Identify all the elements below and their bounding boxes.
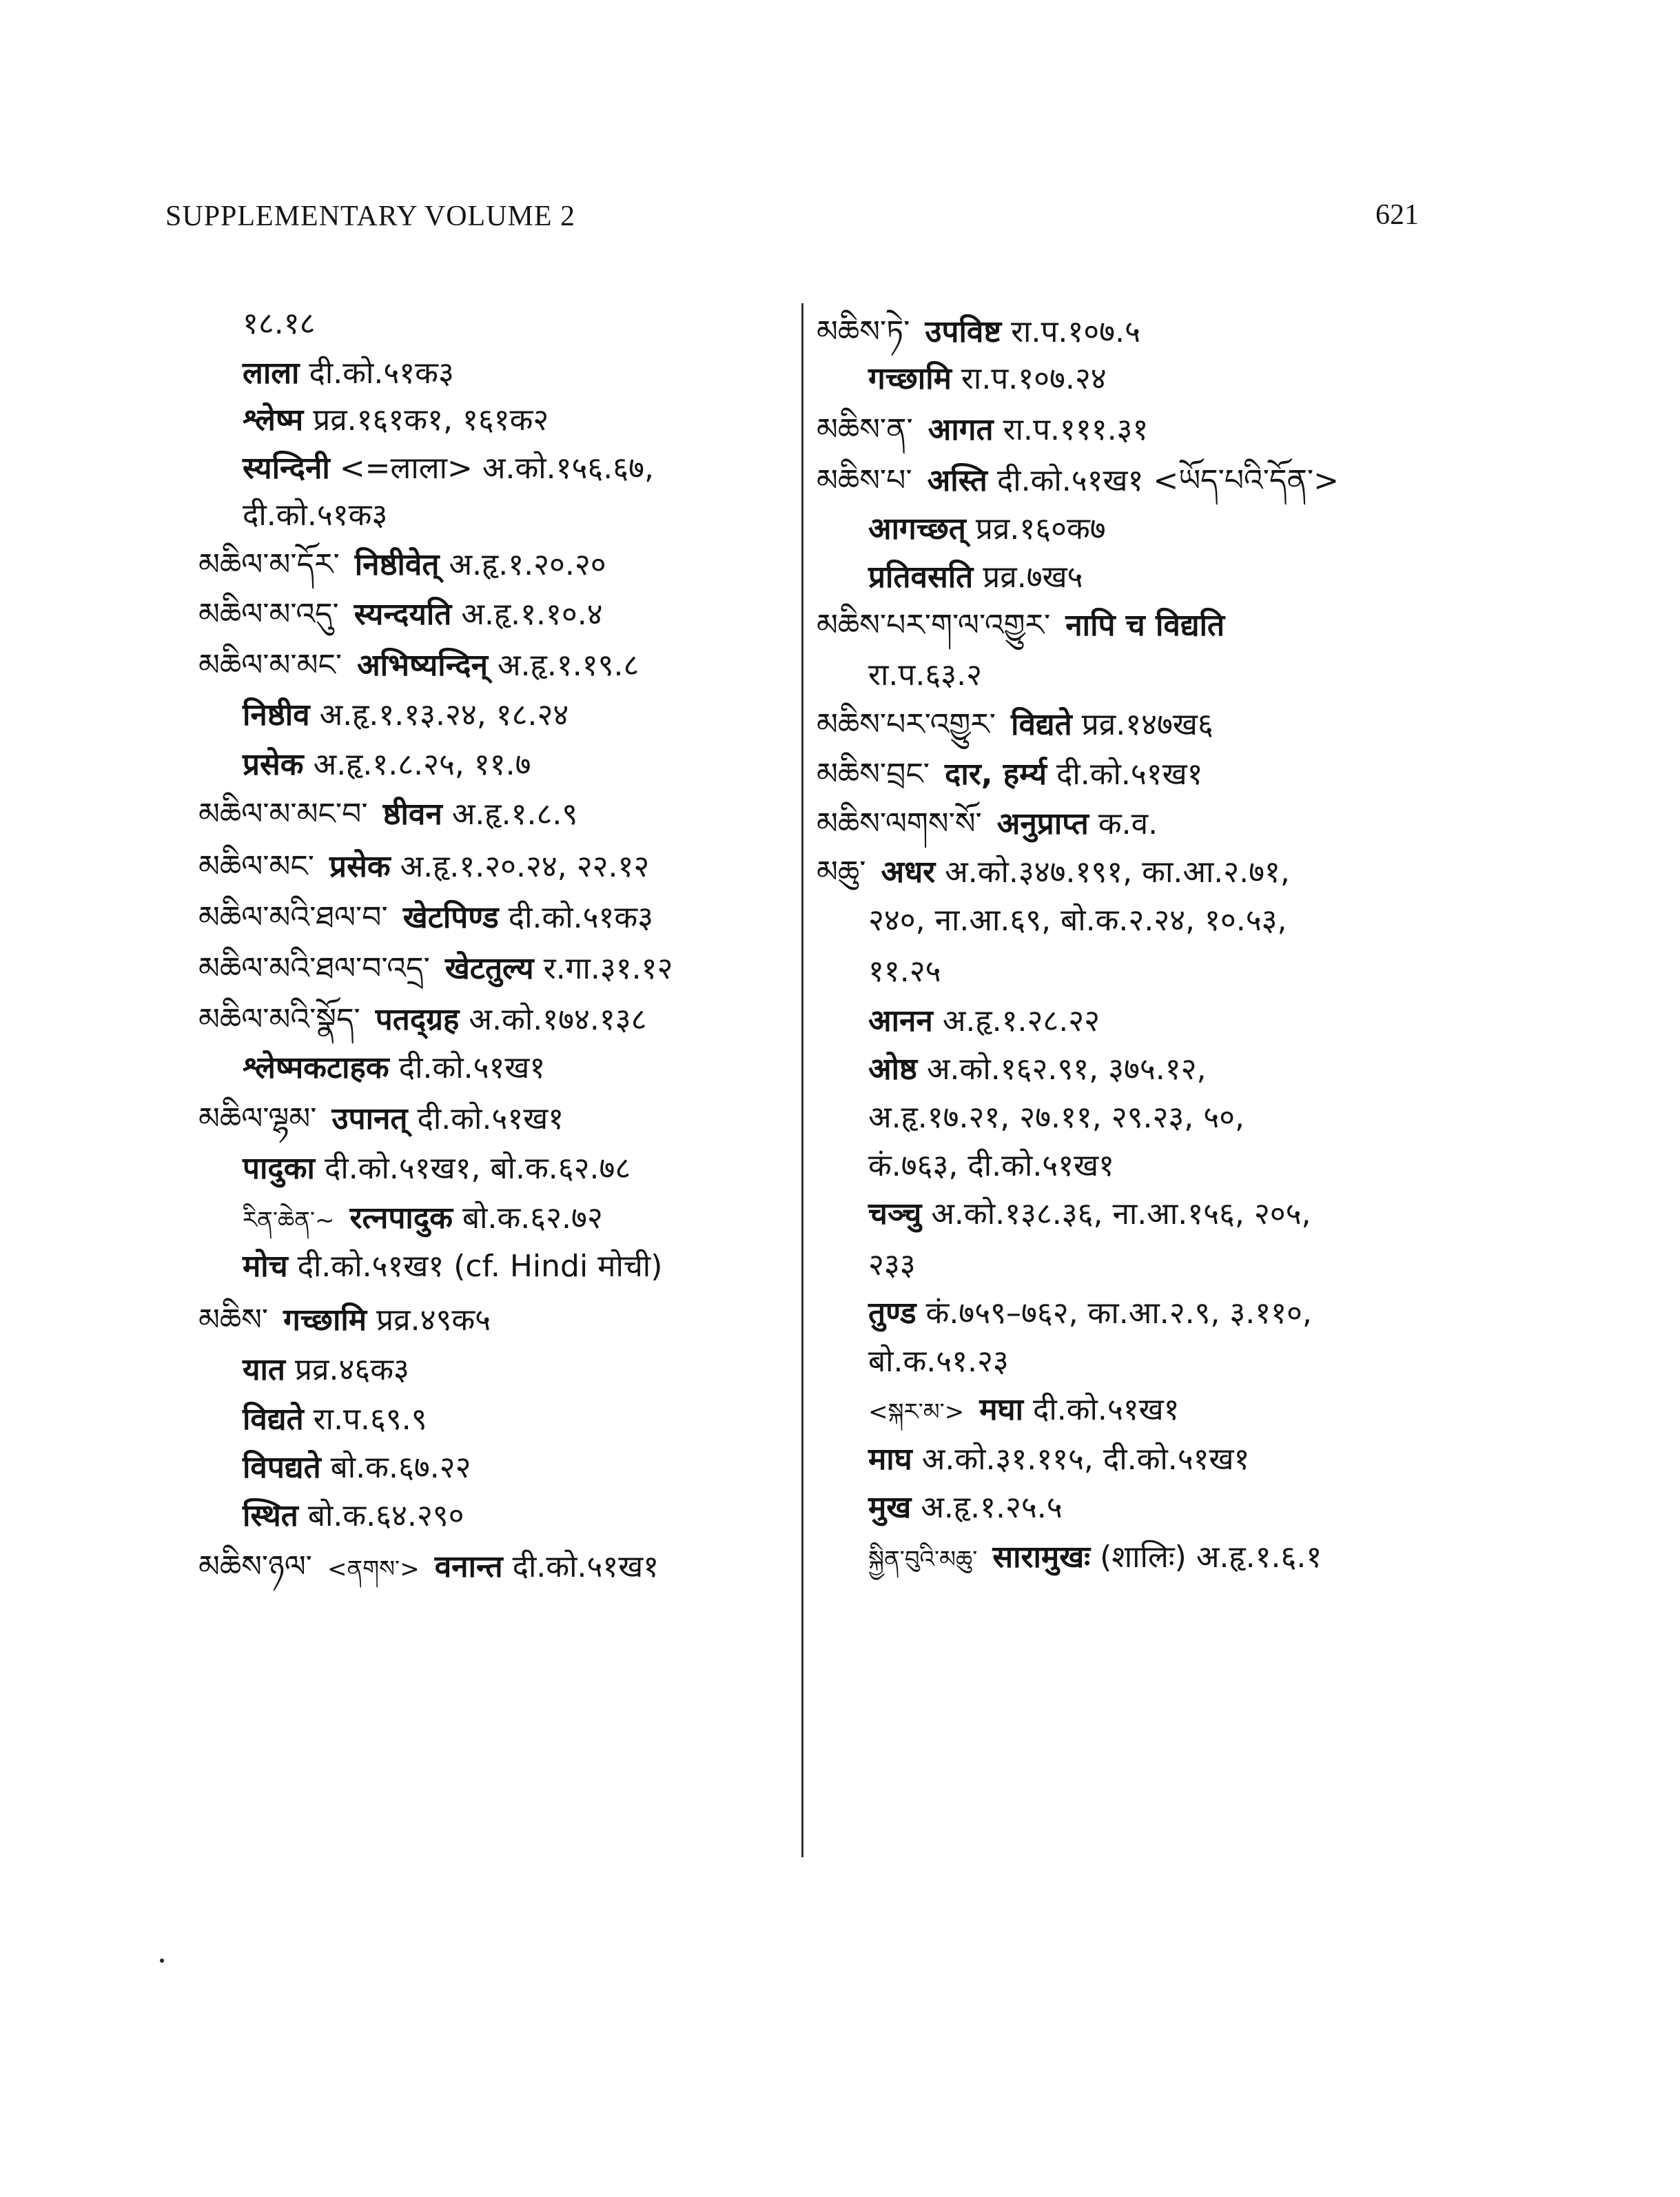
sanskrit-equivalent: श्लेष्म: [243, 402, 304, 438]
tibetan-headword: མཆིས་བྲང་: [817, 757, 930, 792]
source-reference: कं.७५९–७६२, का.आ.२.९, ३.११०,: [925, 1296, 1312, 1331]
sanskrit-equivalent: तुण्ड: [868, 1296, 916, 1331]
sanskrit-equivalent: यात: [243, 1352, 285, 1387]
tibetan-headword: མཆིས་པ་: [817, 463, 912, 498]
dictionary-entry-line: [198, 999, 646, 1041]
source-reference: अ.हृ.१.२०.२०: [449, 547, 606, 582]
source-reference: अ.हृ.१.१३.२४, १८.२४: [319, 697, 569, 733]
tibetan-headword: མཆིས་: [198, 1302, 269, 1338]
tibetan-headword: མཆིལ་མང་: [198, 849, 315, 884]
sanskrit-equivalent: उपानत्: [331, 1101, 408, 1136]
dictionary-entry-line: [243, 495, 387, 536]
sanskrit-equivalent: स्यन्दयति: [354, 597, 452, 632]
source-reference: प्रव्र.१६०क७: [975, 511, 1106, 546]
dictionary-entry-line: [868, 1001, 1100, 1042]
sanskrit-equivalent: लाला: [243, 356, 300, 391]
sanskrit-equivalent: खेटतुल्य: [444, 951, 534, 986]
tibetan-headword: མཆིལ་མའི་ཐལ་བ་: [198, 900, 388, 935]
dictionary-entry-line: [198, 1098, 564, 1140]
sanskrit-equivalent: ओष्ठ: [868, 1052, 917, 1087]
source-reference: र.गा.३१.१२: [543, 951, 673, 986]
sanskrit-equivalent: प्रसेक: [329, 849, 391, 884]
tibetan-headword: མཆིལ་མ་འདུ་: [198, 597, 339, 632]
source-reference: अ.हृ.१.२०.२४, २२.१२: [400, 849, 650, 884]
dictionary-entry-line: [243, 400, 549, 441]
dictionary-entry-line: [243, 1246, 662, 1287]
tibetan-headword: མཆུ་: [817, 855, 866, 890]
tibetan-headword: མཆིས་ཉལ་: [198, 1549, 312, 1584]
dictionary-entry-line: [243, 303, 316, 345]
tibetan-headword: མཆིལ་མའི་སྣོད་: [198, 1002, 360, 1037]
sanskrit-equivalent: माघ: [868, 1442, 912, 1477]
source-reference: दी.को.५१ख१ (cf. Hindi मोची): [297, 1249, 663, 1284]
sanskrit-equivalent: प्रतिवसति: [868, 560, 974, 595]
dictionary-entry-line: [817, 409, 1148, 451]
sanskrit-equivalent: अधर: [881, 855, 936, 890]
sanskrit-equivalent: विपद्यते: [243, 1450, 321, 1485]
source-reference: अ.को.१३८.३६, ना.आ.१५६, २०५,: [931, 1196, 1311, 1232]
source-reference: रा.प.६३.२: [868, 657, 982, 693]
sanskrit-equivalent: अनुप्राप्त: [996, 806, 1089, 841]
sanskrit-equivalent: अस्ति: [927, 463, 987, 498]
sanskrit-equivalent: श्लेष्मकटाहक: [243, 1050, 389, 1085]
entry-qualifier: <སྐར་མ་>: [868, 1398, 965, 1426]
tibetan-headword: མཆིལ་མའི་ཐལ་བ་འདྲ་: [198, 951, 430, 986]
source-reference: २४०, ना.आ.६९, बो.क.२.२४, १०.५३,: [868, 903, 1287, 938]
column-divider: [801, 303, 803, 1857]
sanskrit-equivalent: उपविष्ट: [925, 314, 1002, 349]
dictionary-entry-line: [198, 948, 673, 990]
source-reference: प्रव्र.१४७ख६: [1081, 707, 1213, 742]
entry-qualifier: རིན་ཆེན་~: [243, 1207, 335, 1234]
source-reference: दी.को.५१क३: [309, 356, 454, 391]
dictionary-entry-line: [817, 804, 1158, 845]
sanskrit-equivalent: खेटपिण्ड: [402, 900, 499, 935]
dictionary-entry-line: [198, 544, 606, 586]
tibetan-headword: མཆིས་པར་འགྱུར་: [817, 707, 996, 742]
source-reference: <=लाला> अ.को.१५६.६७,: [339, 451, 655, 486]
source-reference: प्रव्र.४६क३: [295, 1352, 409, 1387]
dictionary-entry-line: [817, 605, 1225, 646]
source-reference: (शालिः) अ.हृ.१.६.१: [1100, 1540, 1322, 1575]
source-reference: २३३: [868, 1247, 916, 1283]
sanskrit-equivalent: ष्ठीवन: [382, 797, 442, 832]
source-reference: रा.प.१११.३१: [1003, 412, 1149, 447]
dictionary-entry-line: [817, 704, 1213, 746]
dictionary-entry-line: [243, 1198, 603, 1241]
tibetan-headword: མཆིས་ན་: [817, 412, 913, 447]
stray-dot-mark: [160, 1959, 164, 1963]
source-reference: प्रव्र.१६१क१, १६१क२: [313, 402, 549, 438]
source-reference: दी.को.५१ख१, बो.क.६२.७८: [324, 1151, 631, 1186]
dictionary-entry-line: [198, 794, 577, 835]
sanskrit-equivalent: वनान्त: [434, 1549, 503, 1584]
sanskrit-equivalent: आगच्छत्: [868, 511, 966, 546]
sanskrit-equivalent: सारामुखः: [992, 1540, 1091, 1575]
sanskrit-equivalent: नापि च विद्यति: [1065, 608, 1225, 643]
source-reference: दी.को.५१ख१ <ཡོད་པའི་དོན་>: [996, 463, 1339, 498]
sanskrit-equivalent: अभिष्यन्दिन्: [357, 648, 489, 683]
dictionary-entry-line: [868, 1439, 1249, 1480]
source-reference: अ.हृ.१.२५.५: [921, 1490, 1063, 1525]
sanskrit-equivalent: रत्नपादुक: [349, 1200, 453, 1236]
dictionary-entry-line: [243, 1399, 427, 1440]
dictionary-entry-line: [868, 1293, 1312, 1334]
dictionary-entry-line: [868, 557, 1083, 598]
running-title: SUPPLEMENTARY VOLUME 2: [165, 201, 576, 232]
source-reference: दी.को.५१ख१: [1056, 757, 1203, 792]
source-reference: रा.प.१०७.५: [1011, 314, 1140, 349]
sanskrit-equivalent: गच्छामि: [868, 361, 952, 396]
tibetan-headword: མཆིལ་མ་དོར་: [198, 547, 340, 582]
entry-qualifier: <ནགས་>: [327, 1555, 420, 1583]
sanskrit-equivalent: मघा: [979, 1392, 1023, 1427]
dictionary-entry-line: [243, 1447, 471, 1489]
source-reference: ११.२५: [868, 954, 941, 989]
dictionary-entry-line: [198, 1546, 659, 1590]
dictionary-entry-line: [868, 900, 1287, 941]
source-reference: अ.को.१७४.१३८: [469, 1002, 647, 1037]
sanskrit-equivalent: गच्छामि: [283, 1302, 367, 1338]
dictionary-entry-line: [868, 1537, 1322, 1580]
dictionary-entry-line: [243, 353, 454, 394]
source-reference: अ.हृ.१.१९.८: [498, 648, 639, 683]
source-reference: दी.को.५१ख१: [1032, 1392, 1180, 1427]
source-reference: अ.हृ.१.८.२५, ११.७: [313, 747, 531, 782]
dictionary-entry-line: [868, 1341, 1009, 1382]
source-reference: दी.को.५१क३: [508, 900, 654, 935]
dictionary-entry-line: [868, 1145, 1114, 1187]
dictionary-entry-line: [868, 1097, 1244, 1138]
source-reference: बो.क.६२.७२: [462, 1200, 603, 1236]
sanskrit-equivalent: निष्ठीव: [243, 697, 310, 733]
source-reference: अ.हृ.१.२८.२२: [942, 1003, 1100, 1039]
dictionary-entry-line: [868, 358, 1107, 400]
tibetan-headword: མཆིས་པར་ག་ལ་འགྱུར་: [817, 608, 1051, 643]
source-reference: १८.१८: [243, 306, 316, 341]
dictionary-entry-line: [868, 1245, 916, 1286]
source-reference: प्रव्र.४९क५: [376, 1302, 491, 1338]
sanskrit-equivalent: दार, हर्म्य: [945, 757, 1047, 792]
source-reference: प्रव्र.७ख५: [983, 560, 1083, 595]
sanskrit-equivalent: मोच: [243, 1249, 288, 1284]
dictionary-entry-line: [868, 1049, 1206, 1090]
tibetan-headword: མཆིལ་མ་མང་: [198, 648, 342, 683]
source-reference: अ.हृ.१.८.९: [451, 797, 578, 832]
dictionary-entry-line: [198, 594, 603, 635]
sanskrit-equivalent: स्यन्दिनी: [243, 451, 330, 486]
sanskrit-equivalent: विद्यते: [1011, 707, 1072, 742]
dictionary-entry-line: [868, 1487, 1063, 1529]
source-reference: अ.हृ.१.१०.४: [461, 597, 603, 632]
page-number: 621: [1375, 199, 1419, 231]
source-reference: दी.को.५१ख१: [512, 1549, 659, 1584]
dictionary-entry-line: [198, 1300, 491, 1341]
sanskrit-equivalent: आनन: [868, 1003, 933, 1039]
source-reference: अ.हृ.१७.२१, २७.११, २९.२३, ५०,: [868, 1100, 1244, 1135]
dictionary-entry-line: [868, 655, 982, 696]
source-reference: रा.प.१०७.२४: [961, 361, 1107, 396]
source-reference: दी.को.५१क३: [243, 498, 388, 533]
dictionary-entry-line: [868, 1194, 1311, 1235]
dictionary-entry-line: [817, 852, 1290, 893]
dictionary-entry-line: [817, 460, 1339, 502]
dictionary-entry-line: [198, 645, 639, 686]
sanskrit-equivalent: चञ्चु: [868, 1196, 922, 1232]
source-reference: बो.क.६४.२९०: [307, 1498, 464, 1533]
source-reference: दी.को.५१ख१: [417, 1101, 564, 1136]
sanskrit-equivalent: आगत: [928, 412, 994, 447]
dictionary-entry-line: [243, 1148, 631, 1189]
sanskrit-equivalent: निष्ठीवेत्: [354, 547, 440, 582]
entry-qualifier: སྐྱིན་བུའི་མཆུ་: [868, 1546, 978, 1573]
sanskrit-equivalent: पतद्ग्रह: [375, 1002, 460, 1037]
dictionary-entry-line: [868, 1389, 1180, 1433]
source-reference: दी.को.५१ख१: [398, 1050, 546, 1085]
dictionary-entry-line: [243, 695, 568, 736]
sanskrit-equivalent: पादुका: [243, 1151, 315, 1186]
tibetan-headword: མཆིལ་ལྷམ་: [198, 1101, 317, 1136]
sanskrit-equivalent: मुख: [868, 1490, 912, 1525]
dictionary-entry-line: [817, 311, 1140, 353]
dictionary-entry-line: [868, 509, 1106, 550]
sanskrit-equivalent: विद्यते: [243, 1402, 304, 1437]
dictionary-entry-line: [243, 1349, 409, 1391]
source-reference: कं.७६३, दी.को.५१ख१: [868, 1148, 1114, 1183]
source-reference: क.व.: [1098, 806, 1158, 841]
dictionary-entry-line: [198, 846, 649, 888]
source-reference: अ.को.१६२.९१, ३७५.१२,: [926, 1052, 1207, 1087]
dictionary-entry-line: [198, 897, 653, 939]
dictionary-entry-line: [243, 448, 654, 489]
dictionary-entry-line: [243, 744, 531, 786]
tibetan-headword: མཆིས་ལགས་སོ་: [817, 806, 982, 841]
source-reference: अ.को.३४७.१९१, का.आ.२.७१,: [945, 855, 1290, 890]
dictionary-entry-line: [868, 951, 941, 992]
source-reference: रा.प.६९.९: [313, 1402, 427, 1437]
dictionary-entry-line: [243, 1048, 545, 1089]
sanskrit-equivalent: प्रसेक: [243, 747, 304, 782]
source-reference: बो.क.६७.२२: [330, 1450, 471, 1485]
dictionary-entry-line: [243, 1495, 464, 1537]
dictionary-entry-line: [817, 754, 1203, 795]
source-reference: अ.को.३१.११५, दी.को.५१ख१: [921, 1442, 1250, 1477]
tibetan-headword: མཆིས་ཏེ་: [817, 314, 910, 349]
sanskrit-equivalent: स्थित: [243, 1498, 298, 1533]
tibetan-headword: མཆིལ་མ་མང་བ་: [198, 797, 368, 832]
source-reference: बो.क.५१.२३: [868, 1344, 1009, 1379]
